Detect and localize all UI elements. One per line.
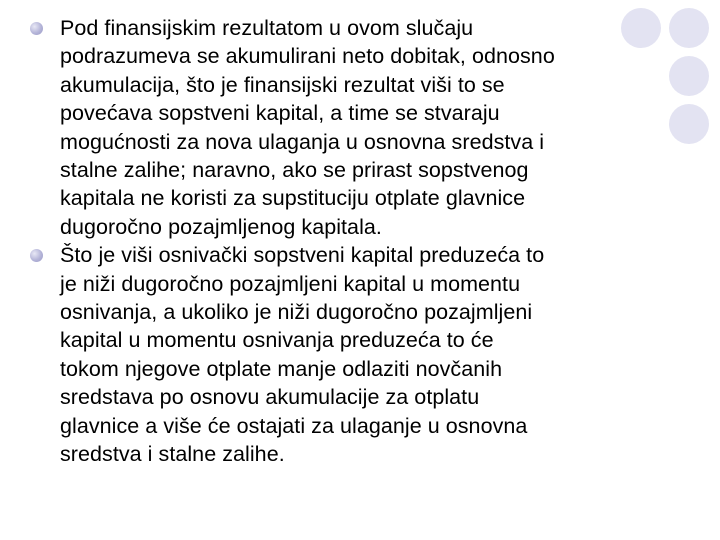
bullet-circle-icon <box>30 22 43 35</box>
bullet-text-line: povećava sopstveni kapital, a time se stvaraju <box>60 101 500 126</box>
bullet-text-line: osnivanja, a ukoliko je niži dugoročno pozajmljeni <box>60 300 533 325</box>
bullet-text-line: stalne zalihe; naravno, ako se prirast sopstvenog <box>60 158 529 183</box>
bullet-item-2 <box>30 241 702 468</box>
bullet-text-line: sredstva i stalne zalihe. <box>60 442 285 467</box>
bullet-text-line: kapital u momentu osnivanja preduzeća to će <box>60 328 494 353</box>
bullet-text-line: mogućnosti za nova ulaganja u osnovna sredstva i <box>60 129 545 154</box>
bullet-text-line: akumulacija, što je finansijski rezultat viši to se <box>60 72 505 97</box>
bullet-text-line: Što je viši osnivački sopstveni kapital preduzeća to <box>60 243 545 268</box>
bullet-text-line: podrazumeva se akumulirani neto dobitak, odnosno <box>60 44 555 69</box>
bullet-text-line: Pod finansijskim rezultatom u ovom slučaju <box>60 16 474 40</box>
bullet-text-line: je niži dugoročno pozajmljeni kapital u momentu <box>60 271 521 296</box>
bullet-item-1 <box>30 14 702 241</box>
bullet-text-line: sredstava po osnovu akumulacije za otplatu <box>60 385 480 410</box>
bullet-text-line: tokom njegove otplate manje odlaziti novčanih <box>60 356 503 381</box>
bullet-circle-icon <box>30 249 43 262</box>
bullet-text-line: dugoročno pozajmljenog kapitala. <box>60 214 382 239</box>
bullet-list <box>30 14 702 469</box>
bullet-text-line: kapitala ne koristi za supstituciju otplate glavnice <box>60 186 526 211</box>
bullet-text-line: glavnice a više će ostajati za ulaganje u osnovna <box>60 413 528 438</box>
